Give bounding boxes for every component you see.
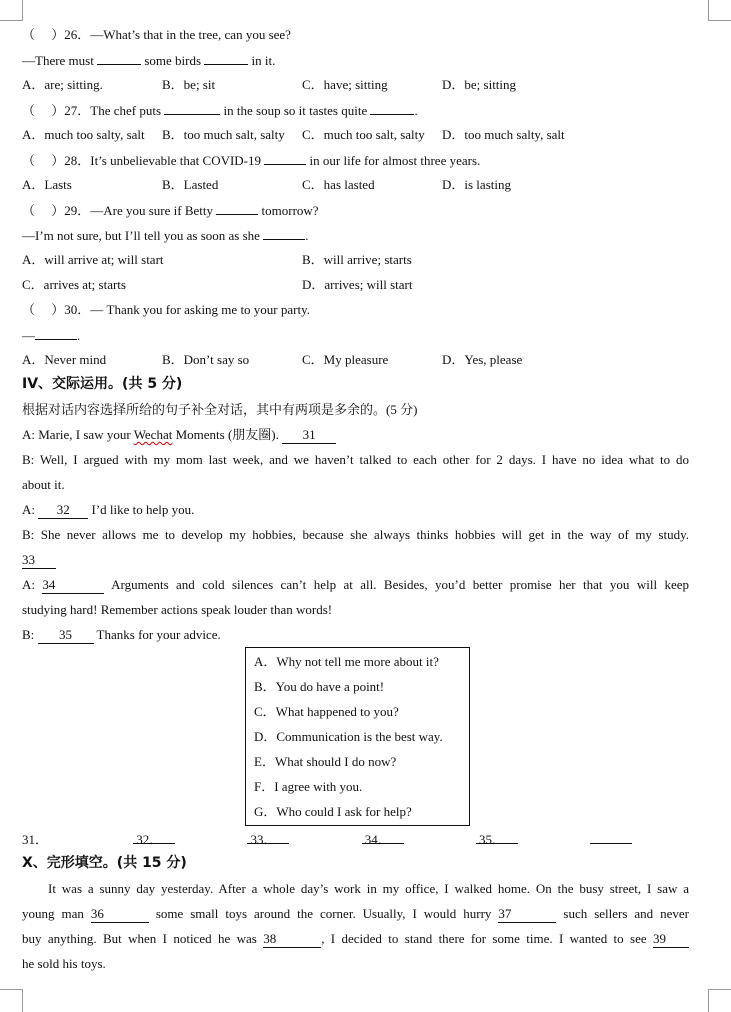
spellcheck-word: Wechat	[133, 427, 173, 442]
option-d: D．is lasting	[442, 177, 511, 192]
passage-text: some small toys around the corner. Usually, I would hurry	[148, 906, 499, 921]
passage-text: such sellers and never	[556, 906, 689, 921]
option-a: A．will arrive at; will start	[22, 252, 164, 267]
answer-blank	[35, 322, 77, 340]
option-c: C．My pleasure	[302, 352, 389, 367]
option-a: A．much too salty, salt	[22, 127, 145, 142]
q28-options	[22, 172, 689, 197]
choice-d: D．Communication is the best way.	[254, 729, 443, 744]
crop-mark-bottom-right	[708, 989, 731, 1012]
dialogue-line-2-cont: about it.	[22, 477, 65, 492]
blank-32: 32	[38, 501, 88, 519]
choice-b: B．You do have a point!	[254, 679, 385, 694]
answer-label: 32．	[136, 832, 163, 847]
answer-blank	[204, 47, 248, 65]
q27-text-b: in the soup so it tastes quite	[220, 103, 371, 118]
answer-slot-35	[479, 826, 590, 852]
answer-label: 31．	[22, 832, 49, 847]
q30-stem: （ ）30．— Thank you for asking me to your party.	[22, 302, 310, 317]
q29-stem	[22, 197, 689, 222]
option-b: B．be; sit	[162, 77, 216, 92]
q26-options	[22, 72, 689, 97]
q29-options-row2	[22, 272, 689, 297]
answer-blank	[263, 222, 305, 240]
blank-38: 38	[263, 930, 321, 948]
dialogue-text: Thanks for your advice.	[93, 627, 221, 642]
dialogue-line-4-cont	[22, 547, 689, 572]
dialogue-text: Moments (朋友圈).	[172, 427, 283, 442]
q28-text-b: in our life for almost three years.	[306, 153, 481, 168]
passage-text: buy anything. But when I noticed he was	[22, 931, 264, 946]
choice-e: E．What should I do now?	[254, 754, 397, 769]
q29-text-a: （ ）29．—Are you sure if Betty	[22, 203, 217, 218]
answer-label: 33．	[250, 832, 277, 847]
q27-text-a: （ ）27．The chef puts	[22, 103, 165, 118]
choice-c: C．What happened to you?	[254, 704, 399, 719]
answer-blank	[216, 197, 258, 215]
q30-line2	[22, 322, 689, 347]
q27-options	[22, 122, 689, 147]
answer-blank	[370, 97, 414, 115]
passage-line-4: he sold his toys.	[22, 956, 106, 971]
answer-blank	[590, 826, 632, 844]
choice-f: F．I agree with you.	[254, 779, 363, 794]
dialogue-text: A: Marie, I saw your	[22, 427, 134, 442]
option-c: C．much too salt, salty	[302, 127, 425, 142]
answer-label: 34．	[364, 832, 391, 847]
passage-text: young man	[22, 906, 91, 921]
option-b: B．will arrive; starts	[302, 252, 412, 267]
section-heading-iv: IV、交际运用。(共 5 分)	[22, 376, 183, 392]
dialogue-line-5	[22, 572, 689, 597]
option-b: B．Lasted	[162, 177, 219, 192]
passage-text: , I decided to stand there for some time. I wanted to see	[321, 931, 653, 946]
passage-line-2	[22, 901, 689, 926]
passage-line-3	[22, 926, 689, 951]
q29-line2	[22, 222, 689, 247]
dialogue-line-5-cont: studying hard! Remember actions speak louder than words!	[22, 602, 333, 617]
blank-37: 37	[498, 905, 556, 923]
dialogue-text: Arguments and cold silences can’t help at all. Besides, you’d better promise her that you will keep	[104, 577, 689, 592]
crop-mark-top-left	[0, 0, 23, 21]
passage-line-1: It was a sunny day yesterday. After a whole day’s work in my office, I walked home. On the busy street, I saw a	[48, 881, 689, 896]
option-c: C．has lasted	[302, 177, 375, 192]
q30-end: .	[77, 328, 81, 343]
q29-options-row1	[22, 247, 689, 272]
q27-stem	[22, 97, 689, 122]
option-c: C．have; sitting	[302, 77, 388, 92]
q29-text-b: tomorrow?	[258, 203, 319, 218]
blank-36: 36	[91, 905, 149, 923]
option-d: D．be; sitting	[442, 77, 517, 92]
page-content	[22, 22, 689, 976]
q26-stem: （ ）26．—What’s that in the tree, can you see?	[22, 27, 291, 42]
q26-text-a: —There must	[22, 53, 98, 68]
dialogue-line-6	[22, 622, 689, 647]
dialogue-text: B:	[22, 627, 38, 642]
blank-33: 33	[22, 551, 56, 569]
choice-a: A．Why not tell me more about it?	[254, 654, 439, 669]
q26-line2	[22, 47, 689, 72]
dialogue-text: A:	[22, 502, 39, 517]
answer-blank	[164, 97, 220, 115]
blank-34: 34	[42, 576, 104, 594]
q29-text-c: —I’m not sure, but I’ll tell you as soon as she	[22, 228, 264, 243]
choice-g: G．Who could I ask for help?	[254, 804, 412, 819]
choices-box	[245, 647, 470, 826]
q27-text-c: .	[414, 103, 418, 118]
answer-blank	[264, 147, 306, 165]
option-b: B．too much salt, salty	[162, 127, 285, 142]
answer-slot-34	[365, 826, 476, 852]
q28-stem	[22, 147, 689, 172]
answer-row	[22, 826, 689, 851]
answer-slot-32	[136, 826, 247, 852]
q26-text-b: some birds	[141, 53, 205, 68]
option-d: D．too much salty, salt	[442, 127, 565, 142]
dialogue-line-2: B: Well, I argued with my mom last week, and we haven’t talked to each other for 2 days. I have no idea what to do	[22, 452, 689, 467]
dialogue-line-1	[22, 422, 689, 447]
q29-text-d: .	[305, 228, 309, 243]
q26-text-c: in it.	[248, 53, 276, 68]
option-a: A．Lasts	[22, 177, 72, 192]
option-d: D．arrives; will start	[302, 277, 413, 292]
q28-text-a: （ ）28．It’s unbelievable that COVID-19	[22, 153, 265, 168]
q30-dash: —	[22, 328, 35, 343]
dialogue-text: A:	[22, 577, 43, 592]
blank-35: 35	[38, 626, 94, 644]
answer-blank	[97, 47, 141, 65]
answer-label: 35．	[479, 832, 506, 847]
option-a: A．are; sitting.	[22, 77, 103, 92]
blank-39: 39	[653, 930, 689, 948]
section-heading-x: X、完形填空。(共 15 分)	[22, 855, 187, 871]
dialogue-line-4: B: She never allows me to develop my hobbies, because she always thinks hobbies will get in the way of my study.	[22, 527, 689, 542]
option-d: D．Yes, please	[442, 352, 523, 367]
dialogue-text: I’d like to help you.	[88, 502, 195, 517]
answer-slot-33	[251, 826, 362, 852]
option-b: B．Don’t say so	[162, 352, 250, 367]
dialogue-line-3	[22, 497, 689, 522]
crop-mark-top-right	[708, 0, 731, 21]
q30-options	[22, 347, 689, 372]
blank-31: 31	[282, 426, 336, 444]
answer-slot-31	[22, 826, 133, 852]
crop-mark-bottom-left	[0, 989, 23, 1012]
section-iv-instruction: 根据对话内容选择所给的句子补全对话，其中有两项是多余的。(5 分)	[22, 402, 418, 417]
option-c: C．arrives at; starts	[22, 277, 126, 292]
option-a: A．Never mind	[22, 352, 107, 367]
